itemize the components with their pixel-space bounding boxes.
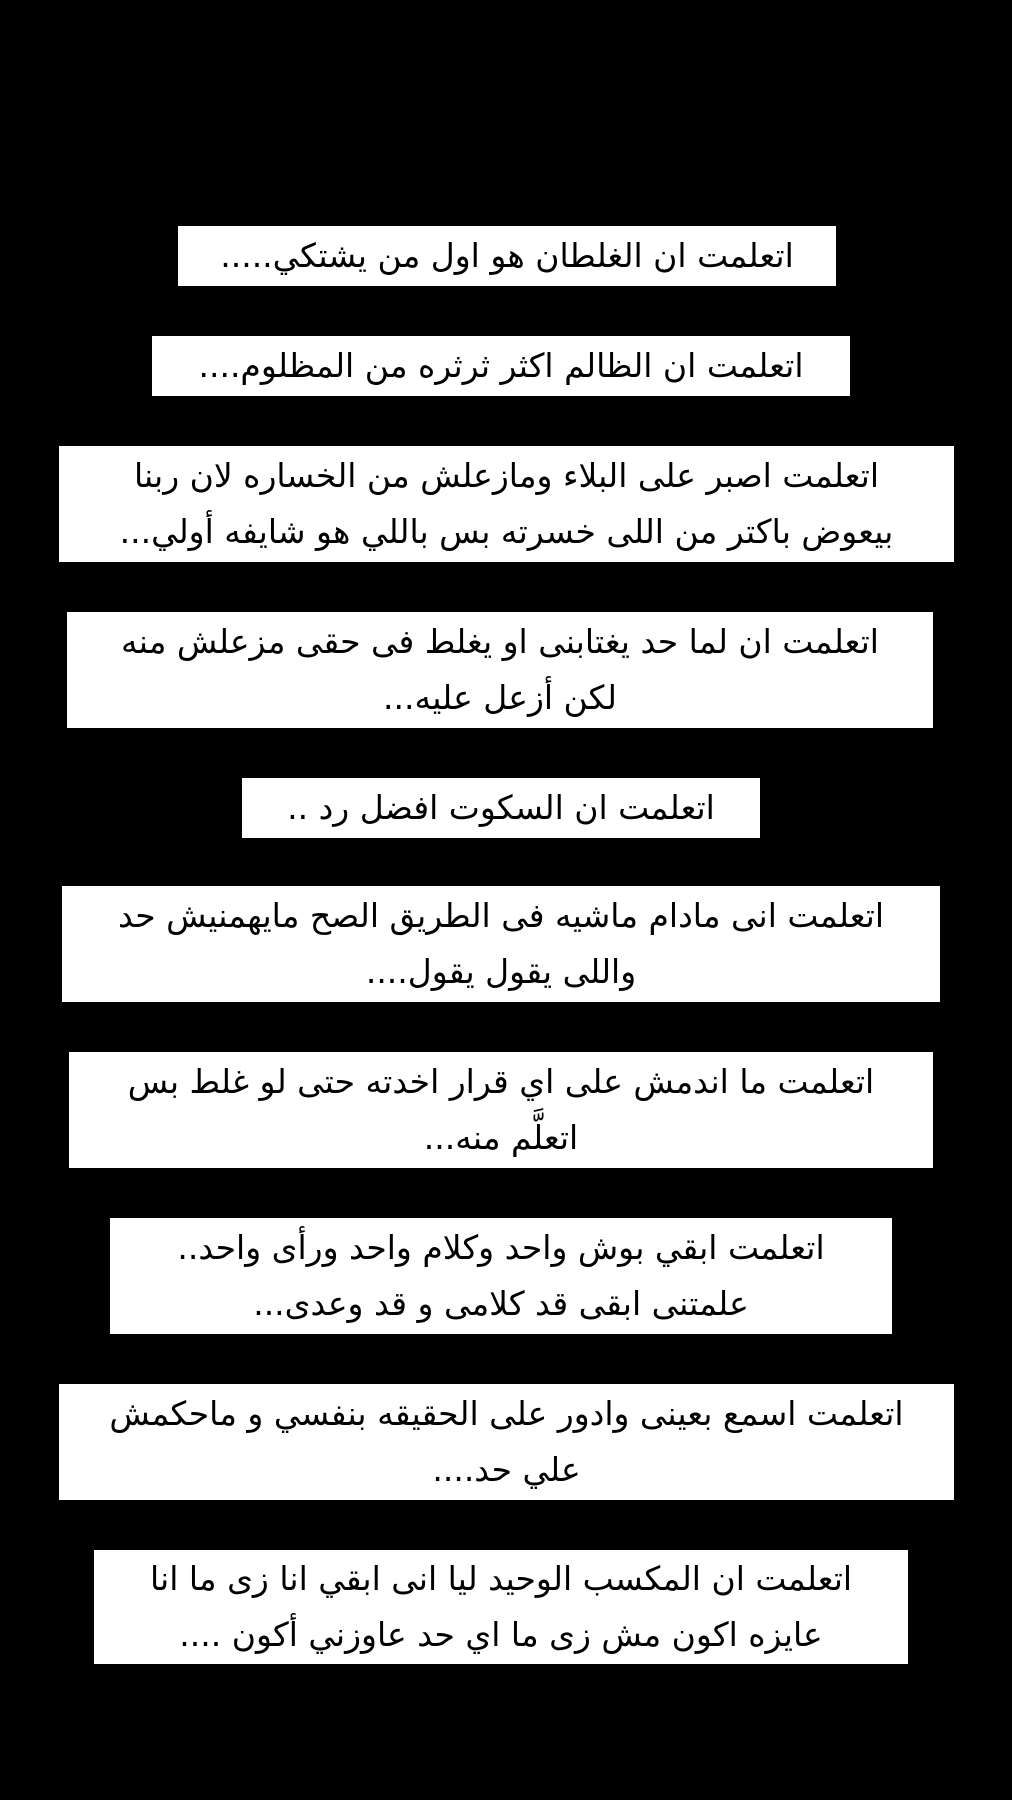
quote-text: اتعلمت ان الظالم اكثر ثرثره من المظلوم.... [198,346,804,385]
quote-text: اتعلمت انى مادام ماشيه فى الطريق الصح مايهمنيش حد واللى يقول يقول.... [117,896,885,991]
quote-card [242,778,760,838]
quote-card [62,886,940,1002]
quote-text: اتعلمت ان لما حد يغتابنى او يغلط فى حقى مزعلش منه لكن أزعل عليه... [121,622,879,717]
quote-text: اتعلمت ان السكوت افضل رد .. [287,788,715,827]
quote-card [110,1218,892,1334]
quote-card [59,1384,954,1500]
quote-card [178,226,836,286]
quote-card [67,612,933,728]
quote-card [69,1052,933,1168]
quote-text: اتعلمت ان المكسب الوحيد ليا انى ابقي انا زى ما انا عايزه اكون مش زى ما اي حد عاوزني أكون .... [149,1559,853,1654]
quote-card [152,336,850,396]
quote-text: اتعلمت اصبر على البلاء ومازعلش من الخساره لان ربنا بيعوض باكتر من اللى خسرته بس باللي هو شايفه أولي... [119,456,894,551]
quote-text: اتعلمت ما اندمش على اي قرار اخدته حتى لو غلط بس اتعلَّم منه... [127,1062,875,1157]
quote-card [94,1550,908,1664]
quote-text: اتعلمت ان الغلطان هو اول من يشتكي..... [220,236,794,275]
quote-text: اتعلمت اسمع بعينى وادور على الحقيقه بنفسي و ماحكمش علي حد.... [109,1394,904,1489]
quote-card [59,446,954,562]
quote-text: اتعلمت ابقي بوش واحد وكلام واحد ورأى واحد.. علمتنى ابقى قد كلامى و قد وعدى... [177,1228,825,1323]
